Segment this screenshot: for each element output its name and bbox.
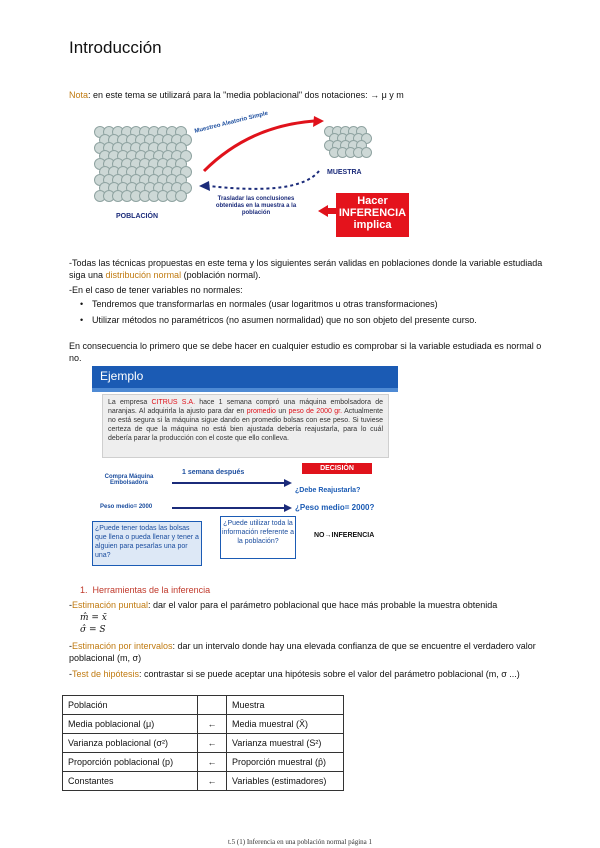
example-promedio: promedio [246,408,276,415]
week-label: 1 semana después [182,469,245,476]
point-label: Estimación puntual [72,600,149,610]
table-cell: Proporción muestral (p̂) [227,753,344,772]
point-text: : dar el valor para el parámetro poblacional que hace más probable la muestra obtenida [148,600,498,610]
week-arrowhead [284,479,292,487]
arrow-bottom-label: Trasladar las conclusiones obtenidas en la muestra a la población [215,196,297,216]
population-balls [94,126,199,208]
example-box [92,366,398,571]
formula-sigma: σ̂ = S [80,625,106,635]
interval-estimation: -Estimación por intervalos: dar un intervalo donde hay una elevada confianza de que se encuentre el verdadero valor poblacional (m, σ) [69,641,536,663]
question-box-left: ¿Puede tener todas las bolsas que llena o pueda llenar y tener a alguien para pesarlas una por una? [92,521,202,566]
reajustar-question: ¿Debe Reajustarla? [295,487,361,494]
correspondence-table [62,695,344,791]
population-label: POBLACIÓN [116,213,158,220]
blue-arrowhead [199,181,210,191]
hypothesis-test: -Test de hipótesis: contrastar si se puede aceptar una hipótesis sobre el valor del parámetro poblacional (m, σ ...) [69,669,520,679]
infer-pointer-arrow [318,205,336,217]
red-arrowhead [313,116,324,127]
example-peso: peso de 2000 gr. [288,408,343,415]
table-cell: Varianza poblacional (σ²) [63,734,198,753]
header-cell: Población [63,696,198,715]
interval-label: Estimación por intervalos [72,641,173,651]
infer-line-3: implica [353,219,392,231]
test-label: Test de hipótesis [72,669,140,679]
table-header [63,696,344,715]
machine-label: Compra Máquina Embolsadora [104,474,154,486]
example-title: Ejemplo [92,366,398,388]
note-text: : en este tema se utilizará para la "media poblacional" dos notaciones: → μ y m [88,90,404,100]
note-line [69,89,404,101]
example-text-4: Actualmente no está segura si la máquina sigue dando en promedio bolsas con ese peso. Si tuviese certeza de que la máquina no está bien ajustada debería reajustarla, para lo cuál debería parar la producción con el coste que ello conlleva. [108,408,384,442]
bullet-item: • Utilizar métodos no paramétricos (no asumen normalidad) que no son objeto del presente curso. [80,314,477,326]
paragraph-non-normal: -En el caso de tener variables no normales: [69,285,243,295]
section-number: 1. [80,585,88,595]
table-row [63,772,344,791]
example-text-3: un [275,408,289,415]
example-text-1: La empresa [108,399,152,406]
bullet-list [80,298,477,330]
sample-balls [324,126,374,161]
ball-shape [175,190,187,202]
table-cell: Media poblacional (μ) [63,715,198,734]
arrow-top-label: Muestreo Aleatorio Simple [194,110,269,135]
table-row [63,734,344,753]
table-cell: Constantes [63,772,198,791]
infer-line-2: INFERENCIA [338,207,407,219]
page-footer: t.5 (1) Inferencia en una población normal página 1 [227,838,373,846]
ball-shape [361,147,372,158]
paragraph-consequence: En consecuencia lo primero que se debe hacer en cualquier estudio es comprobar si la variable estudiada es normal o no. [69,341,542,363]
table-cell: ← [198,772,227,791]
table-cell: Media muestral (X̄) [227,715,344,734]
table-cell: ← [198,753,227,772]
table-cell: ← [198,734,227,753]
weight-arrowhead [284,504,292,512]
blue-arrow [209,171,319,189]
infer-box [336,193,409,237]
table-cell: ← [198,715,227,734]
interval-text: : dar un intervalo donde hay una elevada confianza de que se encuentre el verdadero valor poblacional (m, σ) [69,641,536,663]
bullet-item: • Tendremos que transformarlas en normales (usar logaritmos u otras transformaciones) [80,298,477,310]
sample-label: MUESTRA [327,169,362,176]
example-arrows [172,478,292,518]
section-heading [80,585,210,595]
no-inference-label: NO→INFERENCIA [314,532,375,539]
peso-question: ¿Peso medio= 2000? [295,503,375,512]
header-cell [198,696,227,715]
note-label: Nota [69,90,89,100]
table-row [63,753,344,772]
formula-mean: m̂ = x̄ [80,613,107,623]
infer-line-1: Hacer [357,195,388,207]
point-estimation: -Estimación puntual: dar el valor para el parámetro poblacional que hace más probable la muestra obtenida [69,600,498,610]
header-cell: Muestra [227,696,344,715]
example-text-2: hace 1 semana compró una máquina embolsadora de naranjas. Al adquirirla la ajusto para dar en [108,399,383,415]
table-cell: Varianza muestral (S²) [227,734,344,753]
test-text: : contrastar si se puede aceptar una hipótesis sobre el valor del parámetro poblacional (m, σ ...) [139,669,520,679]
infer-pointer [318,205,338,217]
para1-pre: -Todas las técnicas propuestas en este tema y los siguientes serán validas en poblaciones donde la variable estudiada siga una [69,258,543,280]
page-title: Introducción [69,38,162,57]
example-card [102,394,389,458]
para1-post: (población normal). [181,270,261,280]
example-title-bar [92,388,398,392]
para1-link: distribución normal [105,270,182,280]
example-company: CITRUS S.A. [151,399,196,406]
table-cell: Variables (estimadores) [227,772,344,791]
paragraph-normal [69,257,549,281]
table-row [63,715,344,734]
table-cell: Proporción poblacional (p) [63,753,198,772]
decision-badge: DECISIÓN [302,463,372,474]
peso-medio-label: Peso medio= 2000 [100,504,153,510]
section-title: Herramientas de la inferencia [92,585,211,595]
question-box-mid: ¿Puede utilizar toda la información referente a la población? [220,516,296,559]
